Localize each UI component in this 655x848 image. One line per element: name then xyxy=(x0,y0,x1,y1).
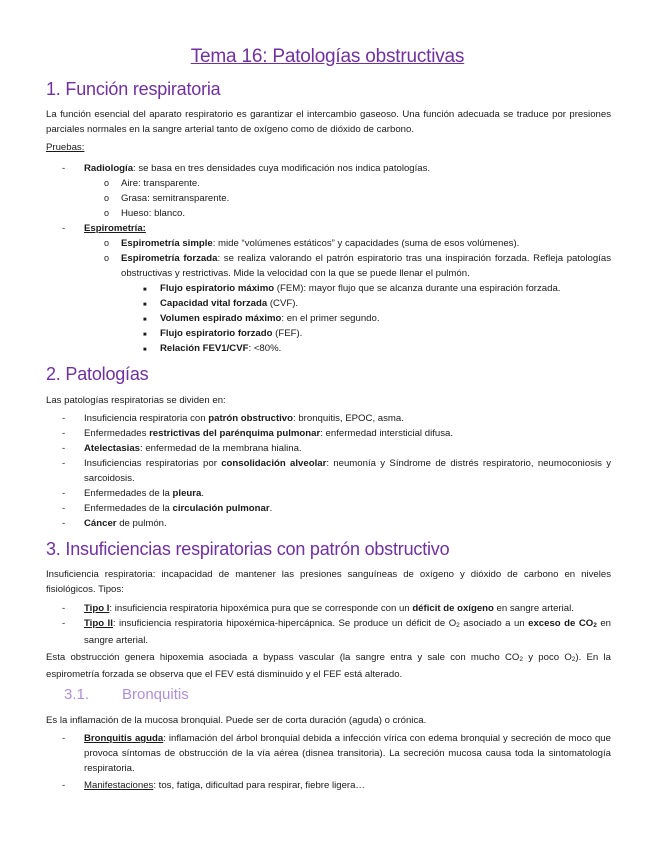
tipo-1-bold: déficit de oxígeno xyxy=(412,603,494,614)
list-item-relacion xyxy=(143,341,611,356)
dash-bullet: - xyxy=(62,780,66,791)
dash-bullet: - xyxy=(62,618,66,629)
section-1-heading: 1. Función respiratoria xyxy=(46,79,221,99)
list-item-fef xyxy=(143,326,611,341)
aguda-label: Bronquitis aguda xyxy=(84,733,164,744)
dash-bullet: - xyxy=(62,518,66,529)
list-item-grasa xyxy=(104,191,611,206)
param-text: (CVF). xyxy=(267,298,299,309)
param-text: (FEF). xyxy=(272,328,303,339)
dash-bullet: - xyxy=(62,163,66,174)
forzada-label: Espirometría forzada xyxy=(121,253,218,264)
subscript: 2 xyxy=(456,622,460,629)
list-item-bronquitis-aguda xyxy=(62,731,611,776)
subsection-number: 3.1. xyxy=(64,686,90,703)
param-label: Volumen espirado máximo xyxy=(160,313,282,324)
list-item-patologia xyxy=(62,501,611,516)
param-text: : <80%. xyxy=(248,343,282,354)
simple-label: Espirometría simple xyxy=(121,238,213,249)
manifestaciones-label: Manifestaciones xyxy=(84,780,154,791)
section-2-intro: Las patologías respiratorias se dividen en: xyxy=(46,395,226,406)
document-title: Tema 16: Patologías obstructivas xyxy=(190,46,465,67)
section-3-intro: Insuficiencia respiratoria: incapacidad de mantener las presiones sanguíneas de oxígeno y dióxido de carbono en niveles fisiológicos. Tipos: xyxy=(46,569,611,595)
tipo-1-text: en sangre arterial. xyxy=(493,603,574,614)
pruebas-label: Pruebas: xyxy=(46,142,85,153)
list-item-fem xyxy=(143,281,611,296)
obstruccion-paragraph xyxy=(46,650,611,682)
item-text: de pulmón. xyxy=(116,518,167,529)
dash-bullet: - xyxy=(62,223,66,234)
bronquitis-intro: Es la inflamación de la mucosa bronquial. Puede ser de corta duración (aguda) o crónica. xyxy=(46,715,427,726)
item-text: Insuficiencia respiratoria con xyxy=(84,413,209,424)
dash-bullet: - xyxy=(62,443,66,454)
dash-bullet: - xyxy=(62,458,66,469)
square-bullet: ■ xyxy=(143,302,147,308)
densidad-text: Hueso: blanco. xyxy=(121,208,185,219)
tipo-2-bold: exceso de CO xyxy=(528,618,594,629)
list-item-cvf xyxy=(143,296,611,311)
subscript: 2 xyxy=(571,656,576,663)
list-item-manifestaciones xyxy=(62,778,611,793)
radiologia-text: : se basa en tres densidades cuya modificación nos indica patologías. xyxy=(133,163,431,174)
densidad-text: Aire: transparente. xyxy=(121,178,200,189)
dash-bullet: - xyxy=(62,488,66,499)
list-item-tipo-1 xyxy=(62,601,611,616)
forzada-text: : se realiza valorando el patrón espiratorio tras una inspiración forzada. Refleja patologías obstructivas y restrictivas. Mide la velocidad con la que se puede llenar el pulmón. xyxy=(121,253,611,279)
subscript: 2 xyxy=(519,656,523,663)
list-item-volumen xyxy=(143,311,611,326)
item-bold: patrón obstructivo xyxy=(208,413,293,424)
list-item-patologia xyxy=(62,516,611,531)
item-bold: consolidación alveolar xyxy=(221,458,327,469)
dash-bullet: - xyxy=(62,503,66,514)
item-text: Enfermedades xyxy=(84,428,150,439)
item-text: Enfermedades de la xyxy=(84,488,173,499)
tipo-2-label: Tipo II xyxy=(84,618,113,629)
list-item-espirometria xyxy=(62,221,611,236)
square-bullet: ■ xyxy=(143,317,147,323)
item-text: : neumonía y Síndrome de distrés respiratorio, neumoconiosis y sarcoidosis. xyxy=(84,458,611,484)
square-bullet: ■ xyxy=(143,332,147,338)
list-item-radiologia xyxy=(62,161,611,176)
densidad-text: Grasa: semitransparente. xyxy=(121,193,230,204)
item-text: . xyxy=(269,503,273,514)
circle-bullet: o xyxy=(104,193,110,203)
circle-bullet: o xyxy=(104,208,110,218)
tipo-1-text: : insuficiencia respiratoria hipoxémica pura que se corresponde con un xyxy=(109,603,413,614)
dash-bullet: - xyxy=(62,733,66,744)
tipo-2-text: asociado a un xyxy=(459,618,529,629)
list-item-espirometria-simple xyxy=(104,236,611,251)
item-bold: pleura xyxy=(172,488,202,499)
list-item-patologia xyxy=(62,426,611,441)
obstruccion-text: Esta obstrucción genera hipoxemia asociada a bypass vascular (la sangre entra y sale con mucho CO xyxy=(46,652,520,663)
dash-bullet: - xyxy=(62,413,66,424)
item-text: Enfermedades de la xyxy=(84,503,173,514)
square-bullet: ■ xyxy=(143,287,147,293)
subsection-3-1-heading xyxy=(64,686,189,703)
circle-bullet: o xyxy=(104,238,110,248)
radiologia-label: Radiología xyxy=(84,163,134,174)
manifestaciones-text: : tos, fatiga, dificultad para respirar, fiebre ligera… xyxy=(153,780,366,791)
param-label: Flujo espiratorio máximo xyxy=(160,283,275,294)
list-item-patologia xyxy=(62,486,611,501)
item-text: . xyxy=(201,488,205,499)
item-bold: restrictivas del parénquima pulmonar xyxy=(149,428,321,439)
item-text: : bronquitis, EPOC, asma. xyxy=(293,413,404,424)
param-label: Relación FEV1/CVF xyxy=(160,343,249,354)
obstruccion-text: y poco O xyxy=(522,652,572,663)
list-item-aire xyxy=(104,176,611,191)
tipo-2-text: en sangre arterial. xyxy=(84,618,611,646)
list-item-espirometria-forzada xyxy=(104,251,611,281)
list-item-tipo-2 xyxy=(62,616,611,648)
circle-bullet: o xyxy=(104,178,110,188)
dash-bullet: - xyxy=(62,428,66,439)
subsection-title: Bronquitis xyxy=(122,686,189,703)
param-label: Capacidad vital forzada xyxy=(160,298,268,309)
list-item-patologia xyxy=(62,441,611,456)
section-1-intro: La función esencial del aparato respiratorio es garantizar el intercambio gaseoso. Una función adecuada se traduce por presiones parciales normales en la sangre arterial tanto de oxígeno como de dióxido de carbono. xyxy=(46,109,611,135)
param-text: : en el primer segundo. xyxy=(281,313,380,324)
dash-bullet: - xyxy=(62,603,66,614)
param-text: (FEM): mayor flujo que se alcanza durante una espiración forzada. xyxy=(274,283,561,294)
item-bold: Cáncer xyxy=(84,518,117,529)
aguda-text: : inflamación del árbol bronquial debida a infección vírica con edema bronquial y secreción de moco que provoca síntomas de obstrucción de la vía aérea (disnea transitoria). La secreción mucosa causa toda la sintomatología respiratoria. xyxy=(84,733,611,774)
list-item-hueso xyxy=(104,206,611,221)
section-2-heading: 2. Patologías xyxy=(46,364,149,384)
tipo-2-text: : insuficiencia respiratoria hipoxémica-hipercápnica. Se produce un déficit de O xyxy=(112,618,457,629)
simple-text: : mide “volúmenes estáticos” y capacidades (suma de esos volúmenes). xyxy=(212,238,520,249)
section-3-heading: 3. Insuficiencias respiratorias con patrón obstructivo xyxy=(46,539,450,559)
item-text: : enfermedad de la membrana hialina. xyxy=(140,443,302,454)
square-bullet: ■ xyxy=(143,347,147,353)
item-text: : enfermedad intersticial difusa. xyxy=(320,428,453,439)
obstruccion-text: ). En la espirometría forzada se observa que el FEV está disminuido y el FEF está alterado. xyxy=(46,652,611,680)
subscript: 2 xyxy=(593,622,597,629)
espirometria-label: Espirometría: xyxy=(84,223,146,234)
list-item-patologia xyxy=(62,411,611,426)
tipo-1-label: Tipo I xyxy=(84,603,110,614)
circle-bullet: o xyxy=(104,253,110,263)
list-item-patologia xyxy=(62,456,611,486)
item-bold: Atelectasias xyxy=(84,443,140,454)
param-label: Flujo espiratorio forzado xyxy=(160,328,273,339)
item-text: Insuficiencias respiratorias por xyxy=(84,458,222,469)
item-bold: circulación pulmonar xyxy=(172,503,270,514)
